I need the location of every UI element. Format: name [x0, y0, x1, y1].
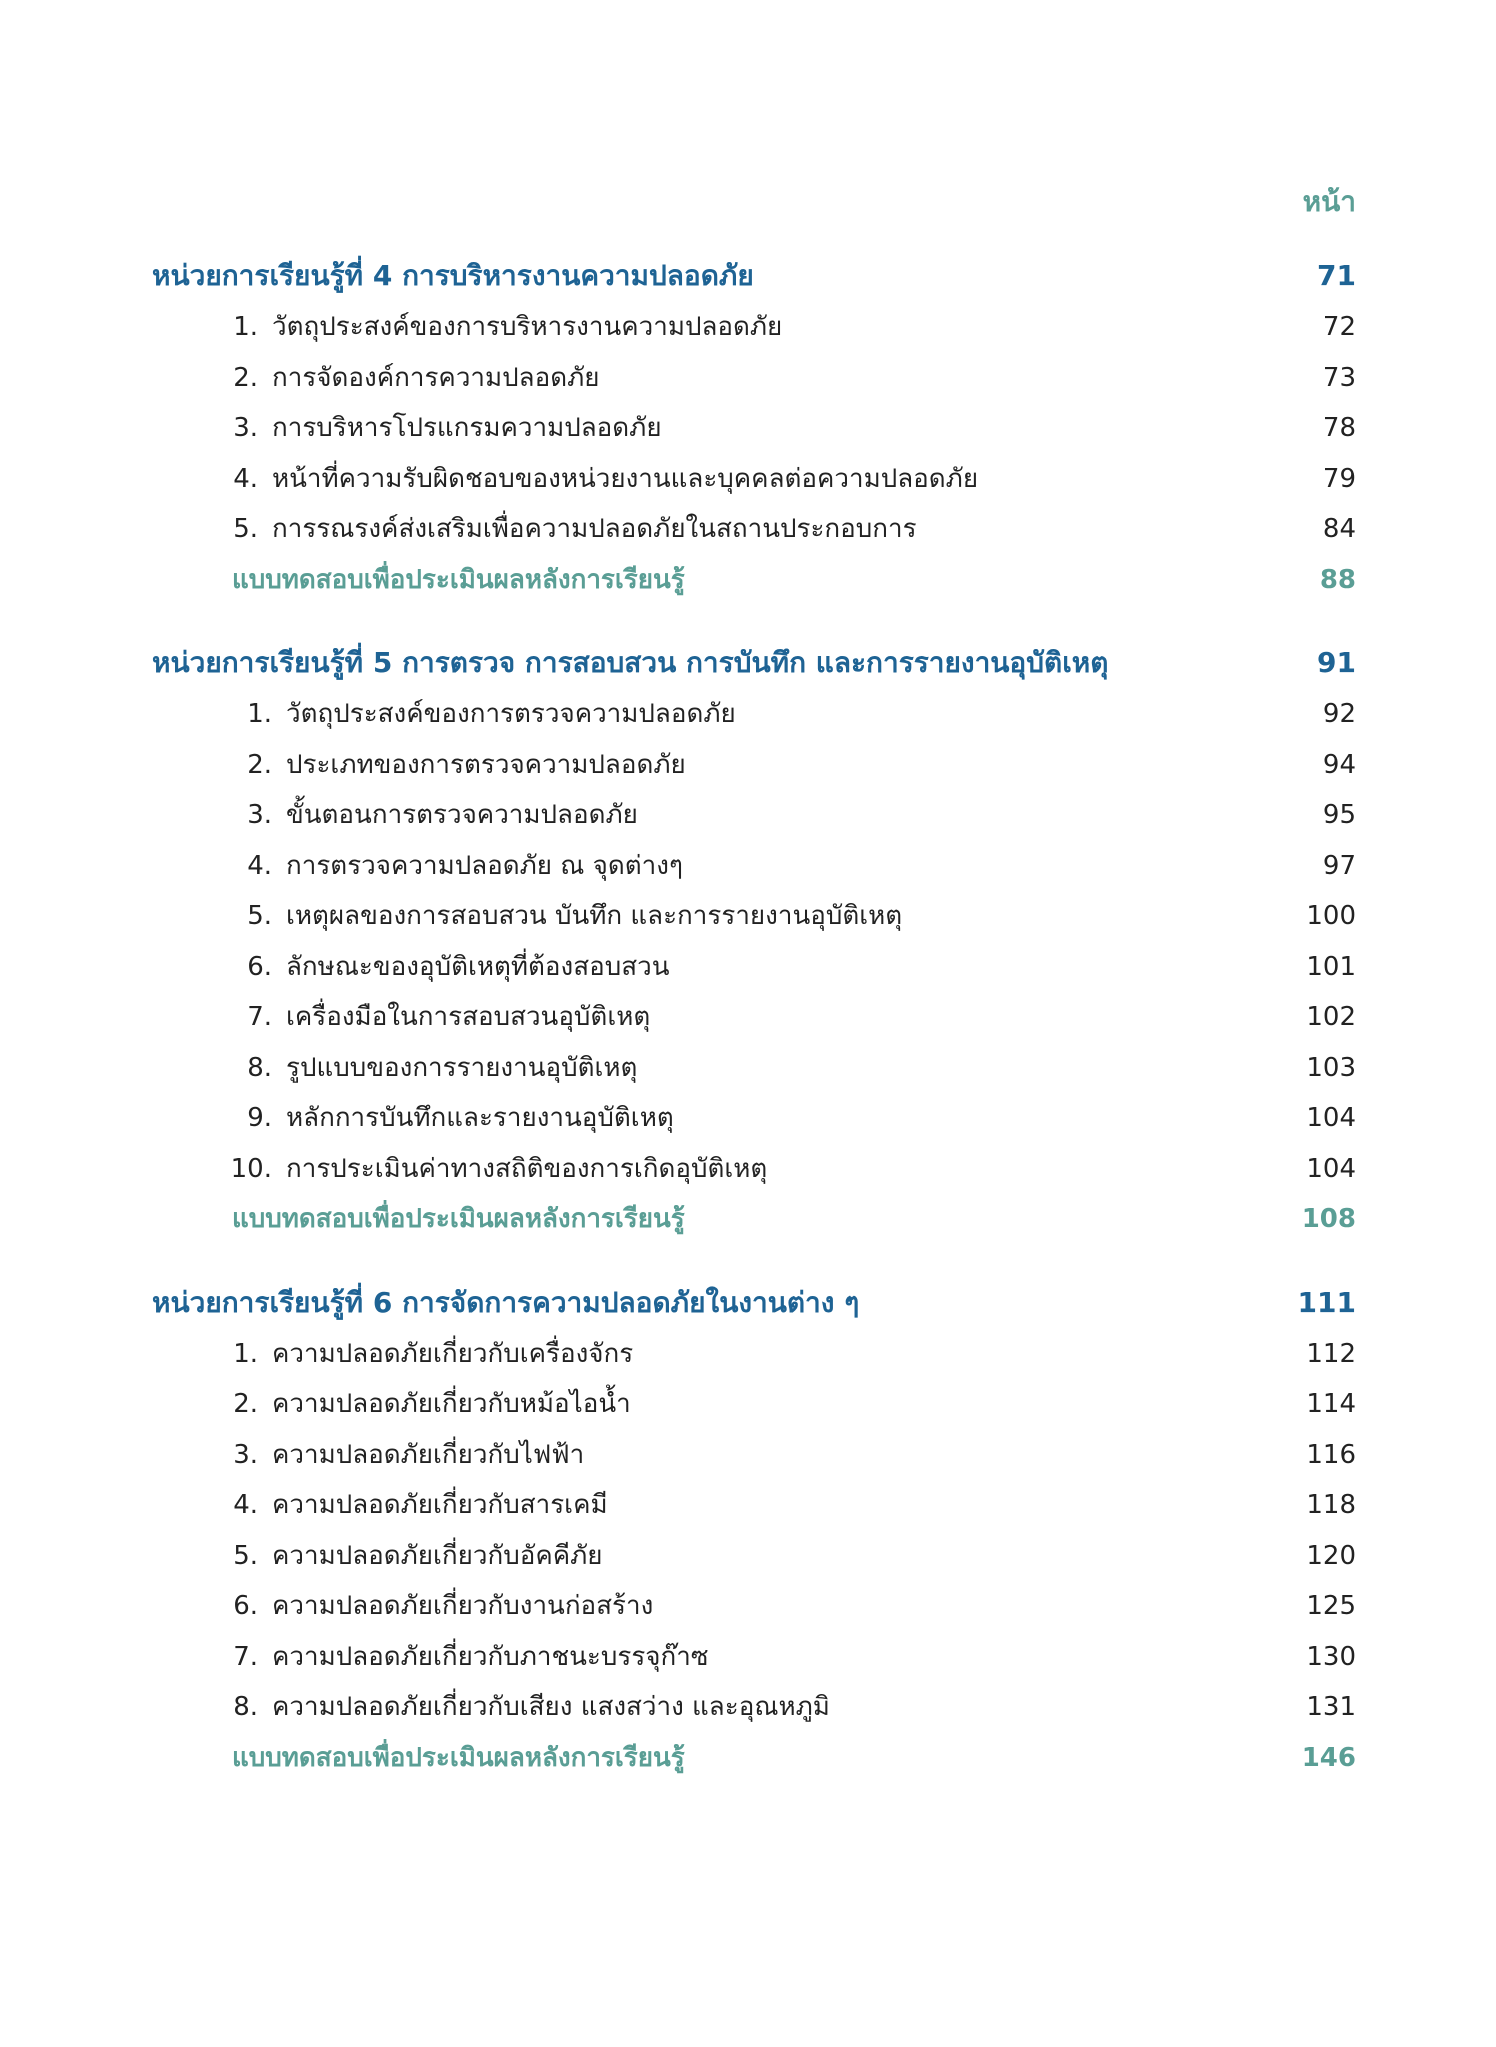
toc-item[interactable]	[152, 891, 1356, 942]
item-title: ขั้นตอนการตรวจความปลอดภัย	[286, 800, 638, 830]
toc-item[interactable]	[152, 992, 1356, 1043]
toc-item[interactable]	[152, 504, 1356, 555]
toc-item[interactable]	[152, 1144, 1356, 1195]
item-title: เครื่องมือในการสอบสวนอุบัติเหตุ	[286, 1002, 651, 1032]
item-title: วัตถุประสงค์ของการตรวจความปลอดภัย	[286, 699, 736, 729]
item-page: 114	[1306, 1389, 1356, 1419]
unit-heading[interactable]	[152, 1277, 1356, 1329]
item-number: 8.	[247, 1052, 272, 1083]
item-title: หน้าที่ความรับผิดชอบของหน่วยงานและบุคคลต่อความปลอดภัย	[272, 463, 979, 494]
item-title: การรณรงค์ส่งเสริมเพื่อความปลอดภัยในสถานประกอบการ	[272, 514, 917, 544]
item-number: 5.	[233, 514, 258, 544]
item-page: 118	[1306, 1490, 1356, 1520]
item-page: 79	[1322, 463, 1356, 494]
toc-item[interactable]	[152, 1093, 1356, 1144]
item-number: 3.	[233, 413, 258, 443]
toc-item[interactable]	[152, 1682, 1356, 1733]
item-title: ประเภทของการตรวจความปลอดภัย	[286, 749, 686, 780]
test-title: แบบทดสอบเพื่อประเมินผลหลังการเรียนรู้	[232, 1204, 685, 1234]
unit-heading[interactable]	[152, 250, 1356, 302]
assessment-test-row[interactable]	[152, 1733, 1356, 1784]
item-title: ลักษณะของอุบัติเหตุที่ต้องสอบสวน	[286, 951, 670, 982]
unit-6-section	[152, 1277, 1356, 1784]
toc-item[interactable]	[152, 1531, 1356, 1582]
item-page: 103	[1306, 1052, 1356, 1083]
assessment-test-row[interactable]	[152, 555, 1356, 606]
item-page: 72	[1322, 312, 1356, 342]
item-title: รูปแบบของการรายงานอุบัติเหตุ	[286, 1052, 638, 1083]
item-title: ความปลอดภัยเกี่ยวกับภาชนะบรรจุก๊าซ	[272, 1641, 709, 1672]
item-title: ความปลอดภัยเกี่ยวกับหม้อไอน้ำ	[272, 1389, 631, 1419]
toc-item[interactable]	[152, 1379, 1356, 1430]
table-of-contents	[152, 250, 1356, 1815]
item-number: 1.	[233, 312, 258, 342]
item-title: ความปลอดภัยเกี่ยวกับเครื่องจักร	[272, 1338, 634, 1369]
page-column-label: หน้า	[1302, 185, 1356, 218]
item-title: ความปลอดภัยเกี่ยวกับสารเคมี	[272, 1490, 608, 1520]
test-page: 88	[1319, 564, 1356, 595]
unit-title: หน่วยการเรียนรู้ที่ 5 การตรวจ การสอบสวน การบันทึก และการรายงานอุบัติเหตุ	[152, 646, 1109, 679]
item-number: 5.	[247, 901, 272, 931]
item-title: วัตถุประสงค์ของการบริหารงานความปลอดภัย	[272, 312, 783, 342]
unit-page: 71	[1317, 259, 1356, 292]
item-title: การบริหารโปรแกรมความปลอดภัย	[272, 413, 662, 443]
test-title: แบบทดสอบเพื่อประเมินผลหลังการเรียนรู้	[232, 1742, 685, 1773]
item-number: 2.	[233, 362, 258, 393]
item-page: 102	[1306, 1002, 1356, 1032]
item-title: การตรวจความปลอดภัย ณ จุดต่างๆ	[286, 850, 683, 881]
item-title: การจัดองค์การความปลอดภัย	[272, 362, 600, 393]
toc-item[interactable]	[152, 302, 1356, 353]
unit-page: 111	[1297, 1285, 1356, 1319]
item-page: 116	[1306, 1439, 1356, 1470]
item-page: 101	[1306, 951, 1356, 982]
item-title: ความปลอดภัยเกี่ยวกับเสียง แสงสว่าง และอุณหภูมิ	[272, 1692, 830, 1722]
item-number: 2.	[233, 1389, 258, 1419]
unit-5-section	[152, 637, 1356, 1245]
item-page: 73	[1322, 362, 1356, 393]
toc-item[interactable]	[152, 403, 1356, 454]
item-page: 78	[1322, 413, 1356, 443]
item-number: 7.	[233, 1641, 258, 1672]
item-number: 3.	[233, 1439, 258, 1470]
item-page: 100	[1306, 901, 1356, 931]
test-page: 146	[1301, 1742, 1356, 1773]
item-page: 130	[1306, 1641, 1356, 1672]
item-page: 92	[1322, 699, 1356, 729]
assessment-test-row[interactable]	[152, 1194, 1356, 1245]
item-title: การประเมินค่าทางสถิติของการเกิดอุบัติเหตุ	[286, 1153, 768, 1184]
item-page: 120	[1306, 1540, 1356, 1571]
toc-item[interactable]	[152, 1581, 1356, 1632]
item-number: 1.	[247, 699, 272, 729]
item-title: เหตุผลของการสอบสวน บันทึก และการรายงานอุบัติเหตุ	[286, 901, 903, 931]
toc-item[interactable]	[152, 942, 1356, 993]
item-number: 4.	[233, 1490, 258, 1520]
unit-4-section	[152, 250, 1356, 605]
item-number: 10.	[230, 1153, 272, 1184]
item-page: 95	[1322, 800, 1356, 830]
item-page: 94	[1322, 749, 1356, 780]
item-page: 104	[1306, 1153, 1356, 1184]
item-number: 8.	[233, 1692, 258, 1722]
toc-item[interactable]	[152, 1430, 1356, 1481]
item-page: 112	[1306, 1338, 1356, 1369]
item-number: 2.	[247, 749, 272, 780]
unit-title: หน่วยการเรียนรู้ที่ 6 การจัดการความปลอดภัยในงานต่าง ๆ	[152, 1285, 860, 1319]
item-page: 131	[1306, 1692, 1356, 1722]
item-title: หลักการบันทึกและรายงานอุบัติเหตุ	[286, 1103, 674, 1133]
item-title: ความปลอดภัยเกี่ยวกับงานก่อสร้าง	[272, 1591, 654, 1621]
toc-item[interactable]	[152, 1632, 1356, 1683]
item-number: 9.	[247, 1103, 272, 1133]
toc-item[interactable]	[152, 1043, 1356, 1094]
item-page: 104	[1306, 1103, 1356, 1133]
item-number: 6.	[247, 951, 272, 982]
test-page: 108	[1301, 1204, 1356, 1234]
toc-item[interactable]	[152, 1480, 1356, 1531]
item-number: 1.	[233, 1338, 258, 1369]
item-number: 4.	[233, 463, 258, 494]
item-title: ความปลอดภัยเกี่ยวกับอัคคีภัย	[272, 1540, 603, 1571]
unit-page: 91	[1317, 646, 1356, 679]
toc-item[interactable]	[152, 689, 1356, 740]
test-title: แบบทดสอบเพื่อประเมินผลหลังการเรียนรู้	[232, 564, 685, 595]
toc-item[interactable]	[152, 454, 1356, 505]
item-page: 97	[1322, 850, 1356, 881]
item-number: 3.	[247, 800, 272, 830]
item-title: ความปลอดภัยเกี่ยวกับไฟฟ้า	[272, 1439, 585, 1470]
item-number: 5.	[233, 1540, 258, 1571]
item-number: 7.	[247, 1002, 272, 1032]
toc-item[interactable]	[152, 790, 1356, 841]
item-number: 4.	[247, 850, 272, 881]
toc-item[interactable]	[152, 740, 1356, 791]
toc-item[interactable]	[152, 353, 1356, 404]
item-number: 6.	[233, 1591, 258, 1621]
unit-title: หน่วยการเรียนรู้ที่ 4 การบริหารงานความปลอดภัย	[152, 259, 754, 292]
unit-heading[interactable]	[152, 637, 1356, 689]
toc-item[interactable]	[152, 841, 1356, 892]
toc-item[interactable]	[152, 1329, 1356, 1380]
item-page: 84	[1322, 514, 1356, 544]
item-page: 125	[1306, 1591, 1356, 1621]
